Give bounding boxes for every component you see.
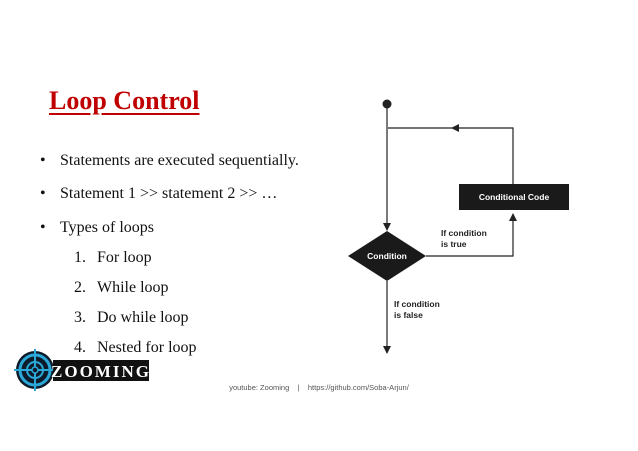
true-label-line1: If condition [441,228,487,238]
loop-type-number: 1. [74,249,86,266]
loop-type-item [74,248,152,268]
loop-type-label: Nested for loop [97,339,197,356]
loop-type-item [74,278,169,298]
condition-label: Condition [367,251,407,261]
bullet-dot: • [40,185,46,202]
start-node [383,100,392,109]
loop-type-item [74,308,189,328]
loop-type-number: 4. [74,339,86,356]
bullet-item-3 [40,218,154,238]
bullet-text: Statement 1 >> statement 2 >> … [60,185,278,202]
bullet-dot: • [40,219,46,236]
loop-type-number: 3. [74,309,86,326]
footer-youtube: youtube: Zooming [229,383,290,392]
loop-type-label: For loop [97,249,152,266]
bullet-text: Statements are executed sequentially. [60,152,299,169]
flow-line-loop-back [452,128,513,184]
loop-type-label: Do while loop [97,309,189,326]
bullet-text: Types of loops [60,219,154,236]
footer [0,383,638,392]
bullet-item-2 [40,184,277,204]
loop-flowchart [340,92,580,362]
loop-type-number: 2. [74,279,86,296]
conditional-code-label: Conditional Code [478,192,550,202]
true-label-line2: is true [441,239,467,249]
false-label-line2: is false [394,310,423,320]
logo-text: ZOOMING [51,362,151,381]
bullet-dot: • [40,152,46,169]
footer-separator: | [297,383,300,392]
false-label-line1: If condition [394,299,440,309]
loop-type-label: While loop [97,279,169,296]
footer-github-link[interactable]: https://github.com/Soba-Arjun/ [307,383,409,392]
bullet-item-1 [40,151,299,171]
slide-title: Loop Control [49,86,200,115]
